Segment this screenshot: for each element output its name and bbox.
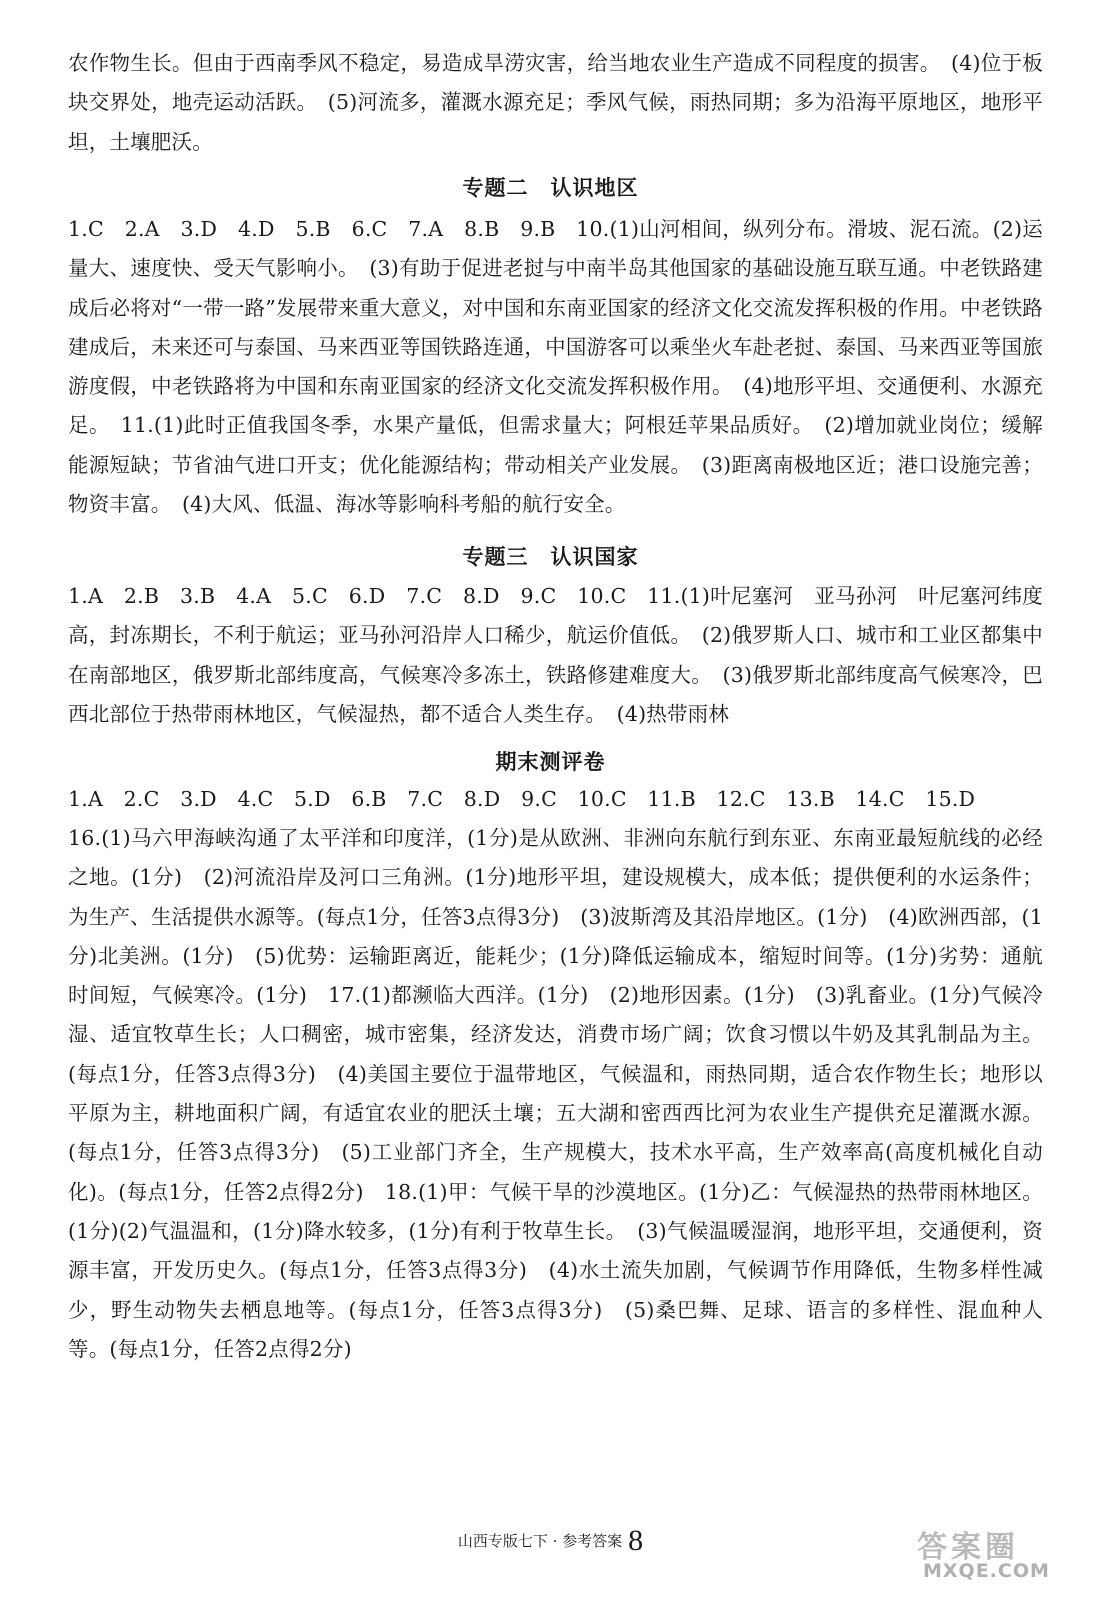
paragraph-final-choice-answers: 1.A 2.C 3.D 4.C 5.D 6.B 7.C 8.D 9.C 10.C 11.B 12.C 13.B 14.C 15.D [68, 787, 976, 811]
section-heading-topic3: 专题三 认识国家 [462, 545, 639, 569]
paragraph-intro: 农作物生长。但由于西南季风不稳定，易造成旱涝灾害，给当地农业生产造成不同程度的损害。 (4)位于板块交界处，地壳运动活跃。 (5)河流多，灌溉水源充足；季风气候，雨热同期；多为沿海平原地区，地形平坦，土壤肥沃。 [68, 51, 1043, 154]
paragraph-final-essay-answers: 16.(1)马六甲海峡沟通了太平洋和印度洋，(1分)是从欧洲、非洲向东航行到东亚、东南亚最短航线的必经之地。(1分) (2)河流沿岸及河口三角洲。(1分)地形平坦，建设规模大，成本低；提供便利的水运条件；为生产、生活提供水源等。(每点1分，任答3点得3分) (3)波斯湾及其沿岸地区。(1分) (4)欧洲西部，(1分)北美洲。(1分) (5)优势：运输距离近，能耗少；(1分)降低运输成本，缩短时间等。(1分)劣势：通航时间短，气候寒冷。(1分) 17.(1)都濒临大西洋。(1分) (2)地形因素。(1分) (3)乳畜业。(1分)气候冷湿、适宜牧草生长；人口稠密，城市密集，经济发达，消费市场广阔；饮食习惯以牛奶及其乳制品为主。(每点1分，任答3点得3分) (4)美国主要位于温带地区，气候温和，雨热同期，适合农作物生长；地形以平原为主，耕地面积广阔，有适宜农业的肥沃土壤；五大湖和密西西比河为农业生产提供充足灌溉水源。(每点1分，任答3点得3分) (5)工业部门齐全，生产规模大，技术水平高，生产效率高(高度机械化自动化)。(每点1分，任答2点得2分) 18.(1)甲：气候干旱的沙漠地区。(1分)乙：气候湿热的热带雨林地区。(1分)(2)气温温和，(1分)降水较多，(1分)有利于牧草生长。 (3)气候温暖湿润，地形平坦，交通便利，资源丰富，开发历史久。(每点1分，任答3点得3分) (4)水土流失加剧，气候调节作用降低，生物多样性减少，野生动物失去栖息地等。(每点1分，任答3点得3分) (5)桑巴舞、足球、语言的多样性、混血种人等。(每点1分，任答2点得2分) [68, 826, 1043, 1361]
watermark-logo [917, 1520, 1087, 1586]
paragraph-topic3-answers: 1.A 2.B 3.B 4.A 5.C 6.D 7.C 8.D 9.C 10.C 11.(1)叶尼塞河 亚马孙河 叶尼塞河纬度高，封冻期长，不利于航运；亚马孙河沿岸人口稀少，航运价值低。 (2)俄罗斯人口、城市和工业区都集中在南部地区，俄罗斯北部纬度高，气候寒冷多冻土，铁路修建难度大。 (3)俄罗斯北部纬度高气候寒冷，巴西北部位于热带雨林地区，气候湿热，都不适合人类生存。 (4)热带雨林 [68, 584, 1043, 726]
section-heading-topic2: 专题二 认识地区 [462, 176, 639, 200]
section-heading-final-exam: 期末测评卷 [495, 750, 606, 774]
watermark-url: MXQE.COM [923, 1560, 1050, 1582]
footer-label: 山西专版七下 · 参考答案 [457, 1532, 623, 1550]
paragraph-topic2-answers: 1.C 2.A 3.D 4.D 5.B 6.C 7.A 8.B 9.B 10.(1)山河相间，纵列分布。滑坡、泥石流。(2)运量大、速度快、受天气影响小。 (3)有助于促进老挝与中南半岛其他国家的基础设施互联互通。中老铁路建成后必将对“一带一路”发展带来重大意义，对中国和东南亚国家的经济文化交流发挥积极的作用。中老铁路建成后，未来还可与泰国、马来西亚等国铁路连通，中国游客可以乘坐火车赴老挝、泰国、马来西亚等国旅游度假，中老铁路将为中国和东南亚国家的经济文化交流发挥积极作用。 (4)地形平坦、交通便利、水源充足。 11.(1)此时正值我国冬季，水果产量低，但需求量大；阿根廷苹果品质好。 (2)增加就业岗位；缓解能源短缺；节省油气进口开支；优化能源结构；带动相关产业发展。 (3)距离南极地区近；港口设施完善；物资丰富。 (4)大风、低温、海冰等影响科考船的航行安全。 [68, 217, 1043, 517]
page-number: 8 [628, 1524, 644, 1557]
watermark-brand: 答案圈 [917, 1530, 1019, 1565]
